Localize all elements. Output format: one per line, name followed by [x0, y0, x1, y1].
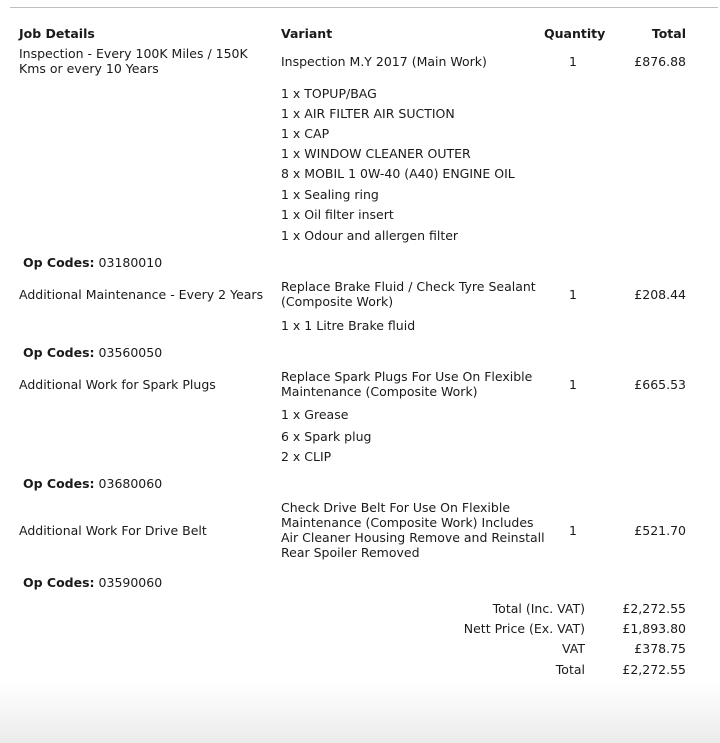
bottom-shadow	[0, 683, 720, 743]
job-1-variant: Inspection M.Y 2017 (Main Work)	[281, 54, 487, 69]
job-4-description: Additional Work For Drive Belt	[19, 523, 207, 538]
job-1-op-codes	[23, 255, 162, 270]
job-3-op-codes	[23, 476, 162, 491]
job-2-description: Additional Maintenance - Every 2 Years	[19, 287, 264, 302]
job-1-total: £876.88	[634, 54, 686, 69]
op-code-value: 03680060	[98, 476, 163, 491]
job-3-part: 2 x CLIP	[281, 449, 332, 464]
op-codes-label: Op Codes:	[23, 345, 95, 360]
job-1-part: 1 x Sealing ring	[281, 187, 379, 202]
op-codes-label: Op Codes:	[23, 575, 95, 590]
summary-value-total: £2,272.55	[622, 662, 686, 677]
job-2-total: £208.44	[634, 287, 686, 302]
job-1-description: Inspection - Every 100K Miles / 150K Kms or every 10 Years	[19, 46, 248, 76]
job-1-part: 8 x MOBIL 1 0W-40 (A40) ENGINE OIL	[281, 166, 515, 181]
header-quantity: Quantity	[544, 26, 606, 41]
job-1-quantity: 1	[569, 54, 577, 69]
summary-value-total-inc-vat: £2,272.55	[622, 601, 686, 616]
top-divider	[10, 7, 718, 8]
job-3-variant: Replace Spark Plugs For Use On Flexible Maintenance (Composite Work)	[281, 369, 533, 399]
header-total: Total	[651, 26, 686, 41]
job-4-quantity: 1	[569, 523, 577, 538]
summary-value-vat: £378.75	[634, 641, 686, 656]
summary-value-nett-price: £1,893.80	[622, 621, 686, 636]
job-2-quantity: 1	[569, 287, 577, 302]
job-3-part: 1 x Grease	[281, 407, 349, 422]
job-3-description: Additional Work for Spark Plugs	[19, 377, 216, 392]
op-codes-label: Op Codes:	[23, 255, 95, 270]
op-codes-label: Op Codes:	[23, 476, 95, 491]
job-3-part: 6 x Spark plug	[281, 429, 372, 444]
job-2-variant: Replace Brake Fluid / Check Tyre Sealant (Composite Work)	[281, 279, 536, 309]
header-job-details: Job Details	[19, 26, 95, 41]
job-1-part: 1 x Odour and allergen filter	[281, 228, 459, 243]
summary-label-vat: VAT	[562, 641, 585, 656]
job-3-quantity: 1	[569, 377, 577, 392]
op-code-value: 03180010	[98, 255, 163, 270]
summary-label-total-inc-vat: Total (Inc. VAT)	[492, 601, 585, 616]
summary-label-nett-price: Nett Price (Ex. VAT)	[463, 621, 585, 636]
job-2-part: 1 x 1 Litre Brake fluid	[281, 318, 416, 333]
header-variant: Variant	[281, 26, 333, 41]
op-code-value: 03560050	[98, 345, 163, 360]
job-2-op-codes	[23, 345, 162, 360]
job-4-total: £521.70	[634, 523, 686, 538]
job-4-op-codes	[23, 575, 162, 590]
job-1-part: 1 x CAP	[281, 126, 330, 141]
job-4-variant: Check Drive Belt For Use On Flexible Maintenance (Composite Work) Includes Air Cleaner Housing Remove and Reinstall Rear Spoiler Removed	[281, 500, 545, 560]
job-1-part: 1 x WINDOW CLEANER OUTER	[281, 146, 471, 161]
summary-label-total: Total	[555, 662, 585, 677]
op-code-value: 03590060	[98, 575, 163, 590]
job-3-total: £665.53	[634, 377, 686, 392]
job-1-part: 1 x Oil filter insert	[281, 207, 394, 222]
job-1-part: 1 x AIR FILTER AIR SUCTION	[281, 106, 455, 121]
job-1-part: 1 x TOPUP/BAG	[281, 86, 377, 101]
